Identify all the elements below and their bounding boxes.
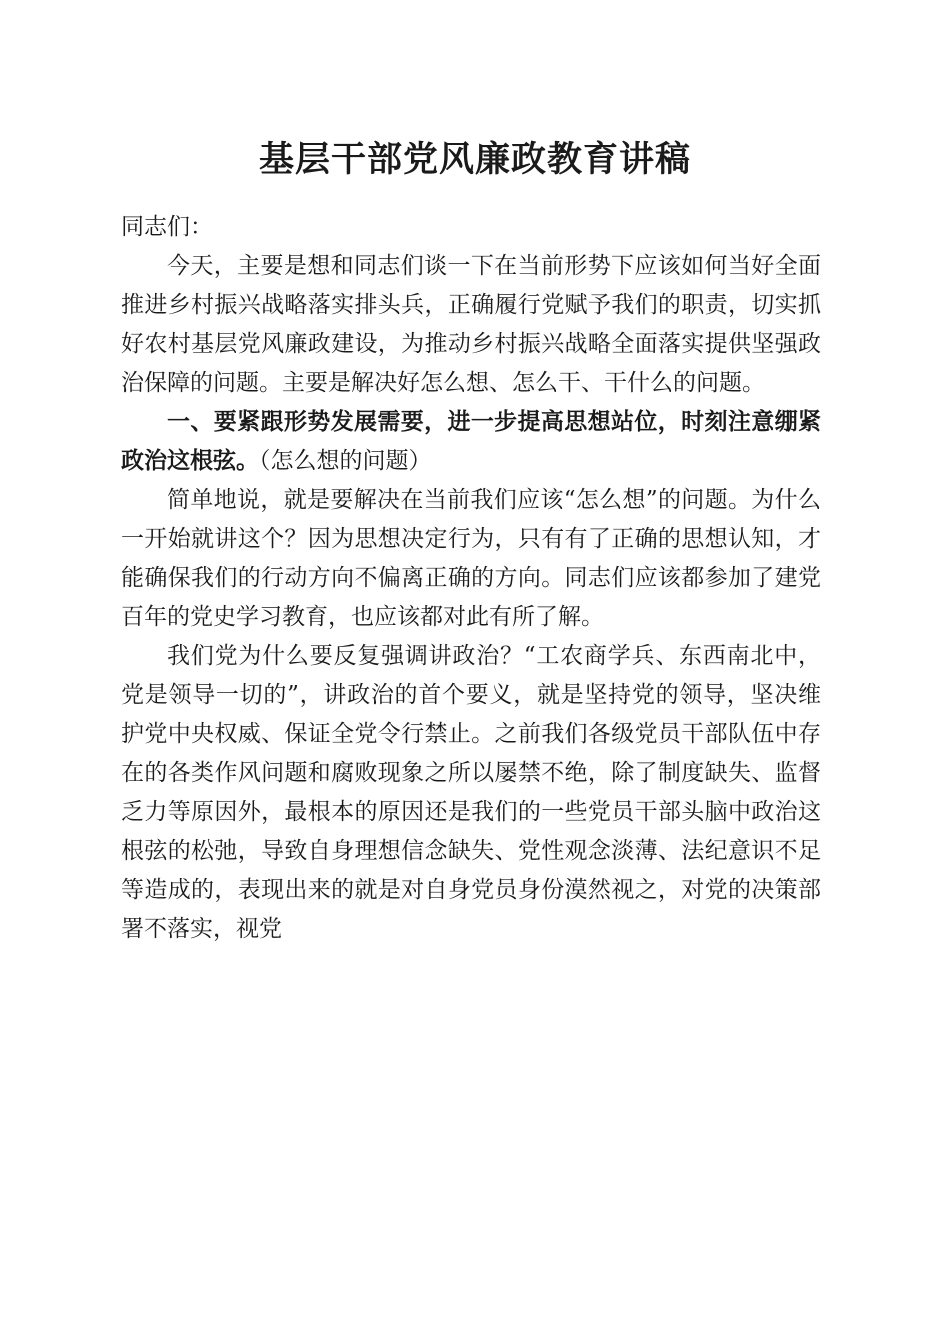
salutation: 同志们： [121,214,213,240]
paragraph-section-1-a: 简单地说，就是要解决在当前我们应该“怎么想”的问题。为什么一开始就讲这个？因为思想决定行为，只有有了正确的思想认知，才能确保我们的行动方向不偏离正确的方向。同志们应该都参加了建党百年的党史学习教育，也应该都对此有所了解。 [121,487,821,630]
document-title: 基层干部党风廉政教育讲稿 [258,139,691,180]
paragraph-section-1-b: 我们党为什么要反复强调讲政治？“工农商学兵、东西南北中，党是领导一切的”，讲政治的首个要义，就是坚持党的领导，坚决维护党中央权威、保证全党令行禁止。之前我们各级党员干部队伍中存在的各类作风问题和腐败现象之所以屡禁不绝，除了制度缺失、监督乏力等原因外，最根本的原因还是我们的一些党员干部头脑中政治这根弦的松弛，导致自身理想信念缺失、党性观念淡薄、法纪意识不足等造成的，表现出来的就是对自身党员身份漠然视之，对党的决策部署不落实，视党 [121,643,821,942]
section-1-heading: 一、要紧跟形势发展需要，进一步提高思想站位，时刻注意绷紧政治这根弦。 [121,409,821,474]
section-1-heading-block [121,403,821,481]
document-body [121,208,821,949]
section-1-note: （怎么想的问题） [259,448,432,474]
paragraph-intro: 今天，主要是想和同志们谈一下在当前形势下应该如何当好全面推进乡村振兴战略落实排头兵，正确履行党赋予我们的职责，切实抓好农村基层党风廉政建设，为推动乡村振兴战略全面落实提供坚强政治保障的问题。主要是解决好怎么想、怎么干、干什么的问题。 [121,253,821,396]
